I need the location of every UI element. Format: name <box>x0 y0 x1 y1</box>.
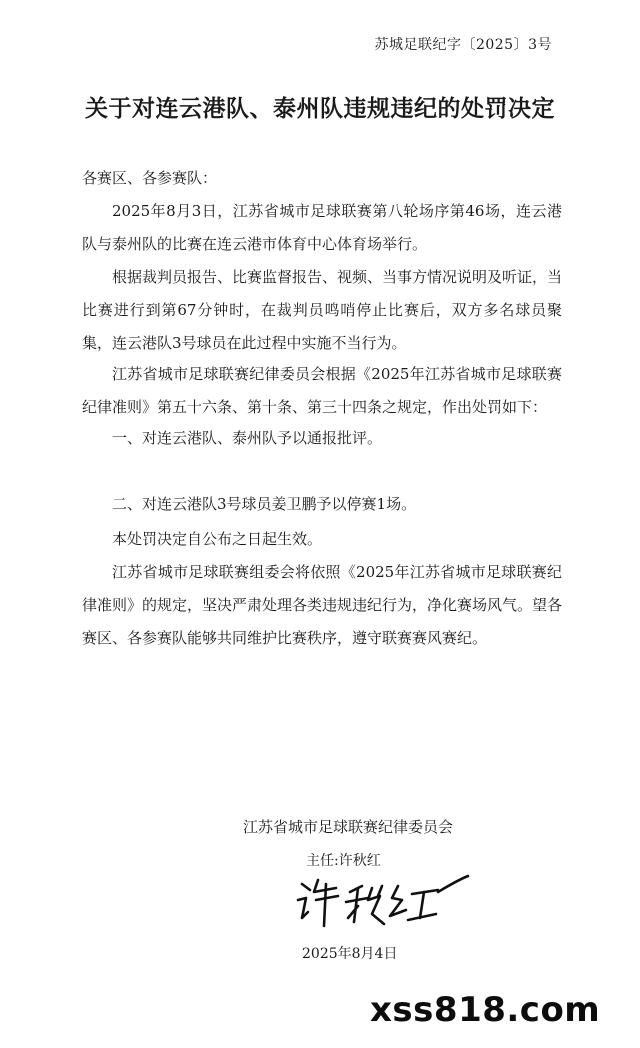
effective-statement <box>82 523 562 556</box>
paragraph-text: 江苏省城市足球联赛组委会将依照《2025年江苏省城市足球联赛纪律准则》的规定，坚决严肃处理各类违规违纪行为，净化赛场风气。望各赛区、各参赛队能够共同维护比赛秩序，遵守联赛赛风赛纪。 <box>82 563 563 647</box>
paragraph-text: 江苏省城市足球联赛纪律委员会根据《2025年江苏省城市足球联赛纪律准则》第五十六条、第十条、第三十四条之规定，作出处罚如下： <box>82 365 562 416</box>
director-name: 主任:许秋红 <box>306 853 381 869</box>
signing-organization: 江苏省城市足球联赛纪律委员会 <box>243 818 454 836</box>
paragraph-match-info <box>82 195 562 261</box>
penalty-item-2 <box>82 488 562 521</box>
salutation-text: 各赛区、各参赛队： <box>82 169 218 187</box>
document-title: 关于对连云港队、泰州队违规违纪的处罚决定 <box>85 95 555 122</box>
watermark-text: xss818.com <box>370 990 601 1030</box>
paragraph-ruling-basis <box>82 358 562 424</box>
penalty-item-1 <box>82 422 562 455</box>
paragraph-incident <box>82 261 562 360</box>
document-number: 苏城足联纪字〔2025〕3号 <box>374 37 552 53</box>
paragraph-text: 2025年8月3日，江苏省城市足球联赛第八轮场序第46场，连云港队与泰州队的比赛在连云港市体育中心体育场举行。 <box>82 202 562 253</box>
salutation <box>82 162 562 195</box>
paragraph-text: 一、对连云港队、泰州队予以通报批评。 <box>112 429 383 447</box>
paragraph-text: 二、对连云港队3号球员姜卫鹏予以停赛1场。 <box>112 495 417 513</box>
paragraph-text: 根据裁判员报告、比赛监督报告、视频、当事方情况说明及听证，当比赛进行到第67分钟时，在裁判员鸣哨停止比赛后，双方多名球员聚集，连云港队3号球员在此过程中实施不当行为。 <box>82 268 563 352</box>
signing-date: 2025年8月4日 <box>302 946 398 962</box>
paragraph-text: 本处罚决定自公布之日起生效。 <box>112 530 323 548</box>
paragraph-closing <box>82 556 562 655</box>
handwritten-signature <box>288 866 478 936</box>
